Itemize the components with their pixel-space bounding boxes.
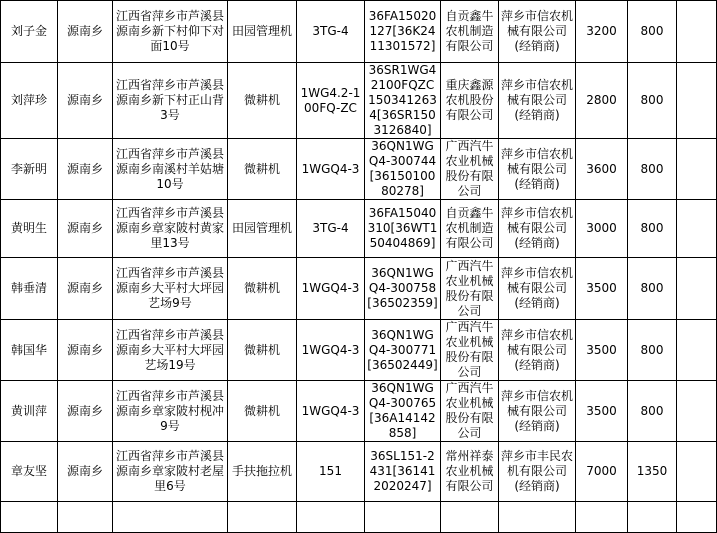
empty-cell xyxy=(499,502,576,533)
dealer-cell: 萍乡市丰民农机有限公司(经销商) xyxy=(499,442,576,502)
address-cell: 江西省萍乡市芦溪县源南乡新下村仰下对面10号 xyxy=(113,1,228,63)
empty-cell xyxy=(441,502,499,533)
manufacturer-cell: 广西汽牛农业机械股份有限公司 xyxy=(441,320,499,381)
sale-price-cell: 7000 xyxy=(576,442,628,502)
farmer-name-cell: 韩国华 xyxy=(1,320,58,381)
empty-cell xyxy=(297,502,365,533)
table-row xyxy=(1,381,717,442)
machine-type-cell: 微耕机 xyxy=(228,63,297,139)
farmer-name-cell: 刘子金 xyxy=(1,1,58,63)
farmer-name-cell: 章友坚 xyxy=(1,442,58,502)
empty-cell xyxy=(677,200,717,258)
subsidy-amount-cell: 800 xyxy=(628,200,677,258)
address-cell: 江西省萍乡市芦溪县源南乡南溪村羊姑塘10号 xyxy=(113,139,228,200)
table-row-partial xyxy=(1,502,717,533)
empty-cell xyxy=(677,381,717,442)
table-row xyxy=(1,320,717,381)
empty-cell xyxy=(576,502,628,533)
empty-cell xyxy=(677,320,717,381)
township-cell: 源南乡 xyxy=(58,1,113,63)
subsidy-amount-cell: 800 xyxy=(628,381,677,442)
township-cell: 源南乡 xyxy=(58,63,113,139)
sale-price-cell: 3500 xyxy=(576,258,628,320)
sale-price-cell: 3200 xyxy=(576,1,628,63)
empty-cell xyxy=(58,502,113,533)
manufacturer-cell: 自贡鑫牛农机制造有限公司 xyxy=(441,1,499,63)
machine-model-cell: 1WG4.2-100FQ-ZC xyxy=(297,63,365,139)
manufacturer-cell: 广西汽牛农业机械股份有限公司 xyxy=(441,139,499,200)
township-cell: 源南乡 xyxy=(58,442,113,502)
dealer-cell: 萍乡市信农机械有限公司(经销商) xyxy=(499,139,576,200)
empty-cell xyxy=(365,502,441,533)
address-cell: 江西省萍乡市芦溪县源南乡大平村大坪园艺场19号 xyxy=(113,320,228,381)
machine-model-cell: 151 xyxy=(297,442,365,502)
address-cell: 江西省萍乡市芦溪县源南乡章家陂村枧冲9号 xyxy=(113,381,228,442)
township-cell: 源南乡 xyxy=(58,200,113,258)
dealer-cell: 萍乡市信农机械有限公司(经销商) xyxy=(499,1,576,63)
machine-type-cell: 微耕机 xyxy=(228,320,297,381)
dealer-cell: 萍乡市信农机械有限公司(经销商) xyxy=(499,258,576,320)
machine-type-cell: 田园管理机 xyxy=(228,1,297,63)
serial-number-cell: 36QN1WGQ4-300765[36A14142858] xyxy=(365,381,441,442)
address-cell: 江西省萍乡市芦溪县源南乡章家陂村黄家里13号 xyxy=(113,200,228,258)
serial-number-cell: 36SR1WG42100FQZC1503412634[36SR1503126840] xyxy=(365,63,441,139)
dealer-cell: 萍乡市信农机械有限公司(经销商) xyxy=(499,200,576,258)
subsidy-amount-cell: 800 xyxy=(628,139,677,200)
sale-price-cell: 3000 xyxy=(576,200,628,258)
empty-cell xyxy=(677,63,717,139)
empty-cell xyxy=(113,502,228,533)
manufacturer-cell: 常州祥泰农业机械有限公司 xyxy=(441,442,499,502)
subsidy-amount-cell: 800 xyxy=(628,63,677,139)
machine-model-cell: 3TG-4 xyxy=(297,200,365,258)
serial-number-cell: 36QN1WGQ4-300771[36502449] xyxy=(365,320,441,381)
manufacturer-cell: 广西汽牛农业机械股份有限公司 xyxy=(441,258,499,320)
machine-type-cell: 田园管理机 xyxy=(228,200,297,258)
address-cell: 江西省萍乡市芦溪县源南乡章家陂村老屋里6号 xyxy=(113,442,228,502)
table-row xyxy=(1,442,717,502)
subsidy-amount-cell: 800 xyxy=(628,320,677,381)
sale-price-cell: 3500 xyxy=(576,320,628,381)
manufacturer-cell: 重庆鑫源农机股份有限公司 xyxy=(441,63,499,139)
farmer-name-cell: 李新明 xyxy=(1,139,58,200)
sale-price-cell: 3600 xyxy=(576,139,628,200)
empty-cell xyxy=(677,139,717,200)
subsidy-amount-cell: 800 xyxy=(628,1,677,63)
machine-model-cell: 1WGQ4-3 xyxy=(297,139,365,200)
township-cell: 源南乡 xyxy=(58,258,113,320)
machine-model-cell: 1WGQ4-3 xyxy=(297,320,365,381)
dealer-cell: 萍乡市信农机械有限公司(经销商) xyxy=(499,320,576,381)
township-cell: 源南乡 xyxy=(58,139,113,200)
manufacturer-cell: 自贡鑫牛农机制造有限公司 xyxy=(441,200,499,258)
machine-model-cell: 3TG-4 xyxy=(297,1,365,63)
farmer-name-cell: 刘萍珍 xyxy=(1,63,58,139)
serial-number-cell: 36QN1WGQ4-300758[36502359] xyxy=(365,258,441,320)
manufacturer-cell: 广西汽牛农业机械股份有限公司 xyxy=(441,381,499,442)
empty-cell xyxy=(677,258,717,320)
serial-number-cell: 36QN1WGQ4-300744[3615010080278] xyxy=(365,139,441,200)
machine-model-cell: 1WGQ4-3 xyxy=(297,258,365,320)
table-body xyxy=(1,1,717,533)
empty-cell xyxy=(228,502,297,533)
address-cell: 江西省萍乡市芦溪县源南乡新下村正山背3号 xyxy=(113,63,228,139)
machine-type-cell: 微耕机 xyxy=(228,381,297,442)
empty-cell xyxy=(677,502,717,533)
sale-price-cell: 2800 xyxy=(576,63,628,139)
sale-price-cell: 3500 xyxy=(576,381,628,442)
farmer-name-cell: 黄训萍 xyxy=(1,381,58,442)
empty-cell xyxy=(677,1,717,63)
empty-cell xyxy=(628,502,677,533)
table-row xyxy=(1,139,717,200)
township-cell: 源南乡 xyxy=(58,381,113,442)
farmer-name-cell: 韩垂清 xyxy=(1,258,58,320)
table-row xyxy=(1,200,717,258)
serial-number-cell: 36FA15040310[36WT150404869] xyxy=(365,200,441,258)
table-row xyxy=(1,63,717,139)
dealer-cell: 萍乡市信农机械有限公司(经销商) xyxy=(499,63,576,139)
farmer-name-cell: 黄明生 xyxy=(1,200,58,258)
subsidy-amount-cell: 800 xyxy=(628,258,677,320)
table-row xyxy=(1,258,717,320)
serial-number-cell: 36FA15020127[36K2411301572] xyxy=(365,1,441,63)
township-cell: 源南乡 xyxy=(58,320,113,381)
dealer-cell: 萍乡市信农机械有限公司(经销商) xyxy=(499,381,576,442)
machine-type-cell: 手扶拖拉机 xyxy=(228,442,297,502)
empty-cell xyxy=(1,502,58,533)
address-cell: 江西省萍乡市芦溪县源南乡大平村大坪园艺场9号 xyxy=(113,258,228,320)
machine-type-cell: 微耕机 xyxy=(228,258,297,320)
table-row xyxy=(1,1,717,63)
serial-number-cell: 36SL151-2431[361412020247] xyxy=(365,442,441,502)
machine-model-cell: 1WGQ4-3 xyxy=(297,381,365,442)
empty-cell xyxy=(677,442,717,502)
machine-type-cell: 微耕机 xyxy=(228,139,297,200)
subsidy-amount-cell: 1350 xyxy=(628,442,677,502)
